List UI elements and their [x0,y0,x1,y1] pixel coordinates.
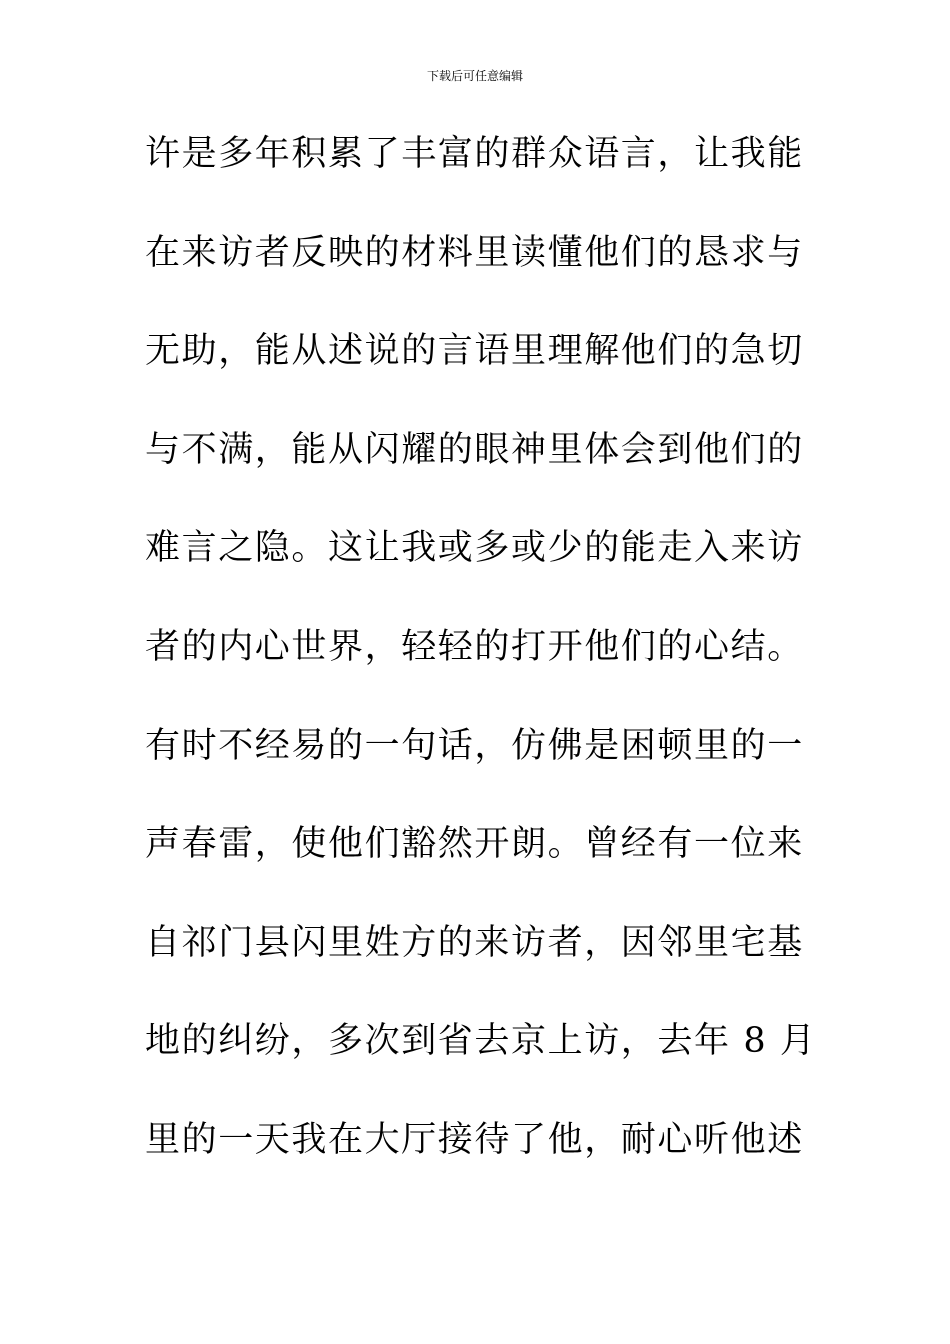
text-line: 里的一天我在大厅接待了他，耐心听他述 [145,1119,804,1160]
text-line: 与不满，能从闪耀的眼神里体会到他们的 [145,429,804,470]
text-line: 无助，能从述说的言语里理解他们的急切 [145,331,804,372]
text-line: 难言之隐。这让我或多或少的能走入来访 [145,528,804,569]
text-line: 声春雷，使他们豁然开朗。曾经有一位来 [145,824,804,865]
text-line: 有时不经易的一句话，仿佛是困顿里的一 [145,725,804,766]
body-text [145,124,815,1209]
text-line: 自祁门县闪里姓方的来访者，因邻里宅基 [145,922,804,963]
text-line: 在来访者反映的材料里读懂他们的恳求与 [145,232,804,273]
text-line: 者的内心世界，轻轻的打开他们的心结。 [145,626,804,667]
text-line: 许是多年积累了丰富的群众语言，让我能 [145,134,804,174]
text-line: 地的纠纷，多次到省去京上访，去年 8 月 [145,1021,817,1062]
page-header: 下载后可任意编辑 [426,69,523,83]
